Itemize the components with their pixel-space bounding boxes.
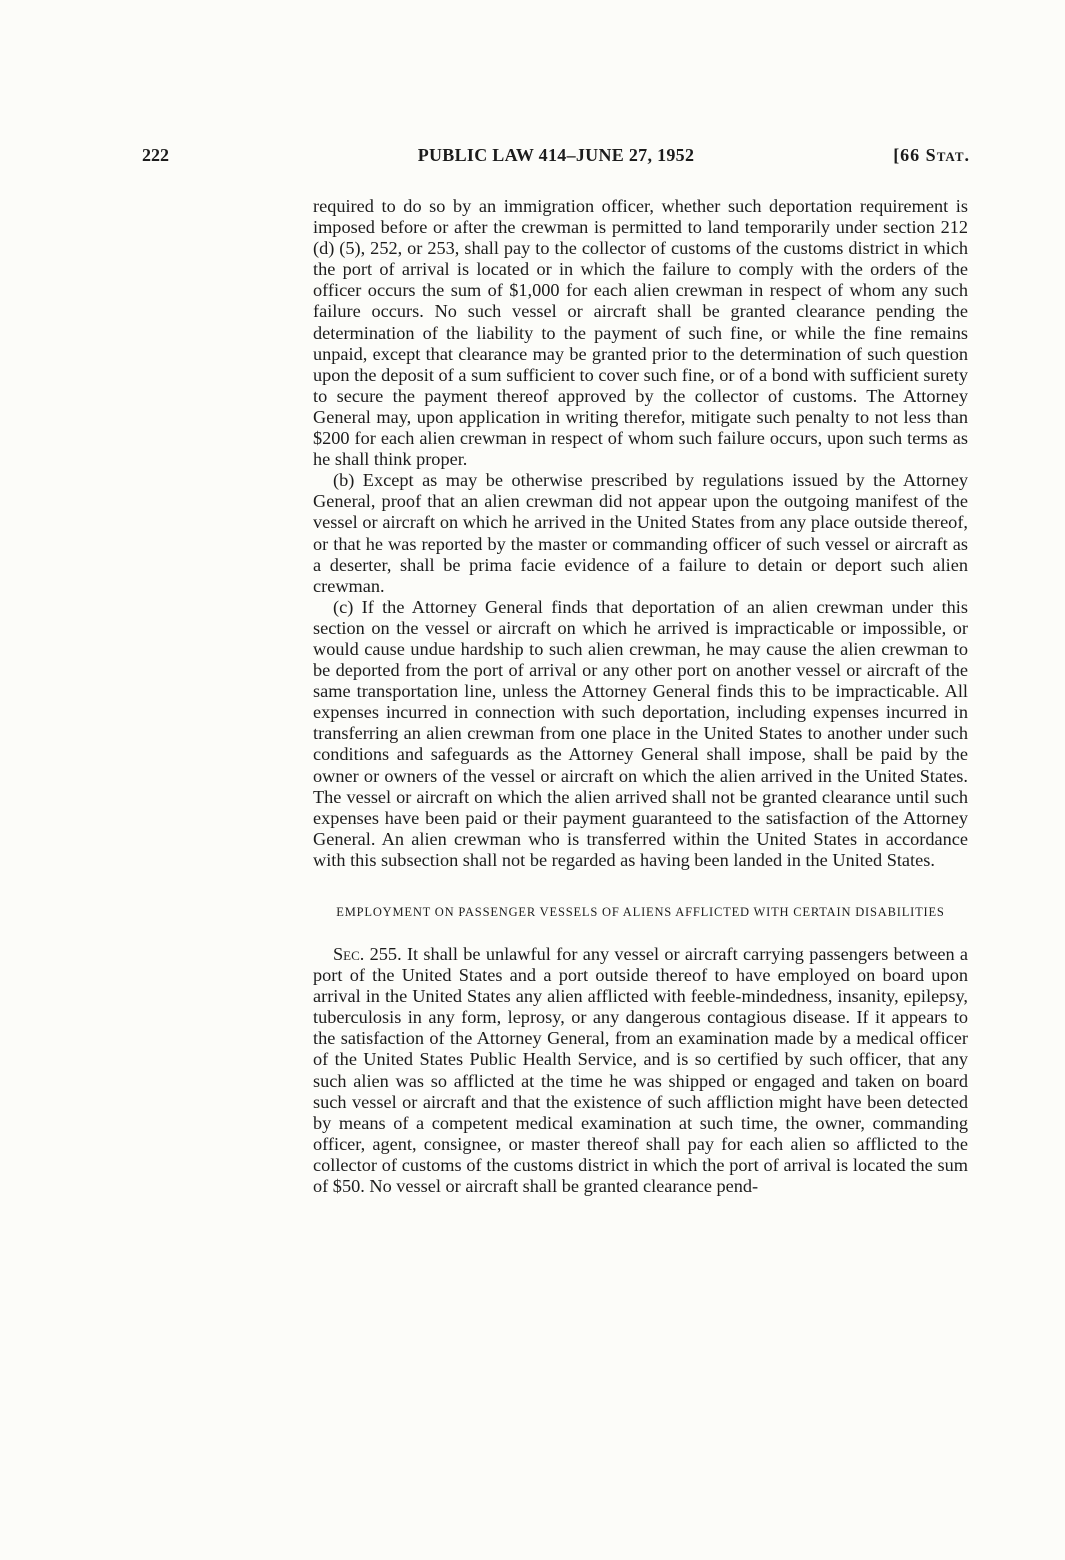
- section-label: Sec. 255.: [333, 944, 402, 964]
- page-header: [142, 145, 970, 173]
- paragraph-continued: required to do so by an immigration officer, whether such deportation requirement is imposed before or after the crewman is permitted to land temporarily under section 212 (d) (5), 252, or 253, shall pay to the collector of customs of the customs district in which the port of arrival is located or in which the failure to comply with the orders of the officer occurs the sum of $1,000 for each alien crewman in respect of whom any such failure occurs. No such vessel or aircraft shall be granted clearance pending the determination of the liability to the payment of such fine, or while the fine remains unpaid, except that clearance may be granted prior to the determination of such question upon the deposit of a sum sufficient to cover such fine, or of a bond with sufficient surety to secure the payment thereof approved by the collector of customs. The Attorney General may, upon application in writing therefor, mitigate such penalty to not less than $200 for each alien crewman in respect of whom such failure occurs, upon such terms as he shall think proper.: [313, 196, 968, 470]
- stat-reference: [66 Stat.: [893, 145, 970, 165]
- running-head: PUBLIC LAW 414–JUNE 27, 1952: [417, 145, 695, 165]
- body-text: [313, 196, 968, 1197]
- section-heading: EMPLOYMENT ON PASSENGER VESSELS OF ALIENS AFFLICTED WITH CERTAIN DISABILITIES: [336, 905, 945, 919]
- paragraph-subsection-c: (c) If the Attorney General finds that deportation of an alien crewman under this section on the vessel or aircraft on which he arrived is impracticable or impossible, or would cause undue hardship to such alien crewman, he may cause the alien crewman to be deported from the port of arrival or any other port on another vessel or aircraft of the same transportation line, unless the Attorney General finds this to be impracticable. All expenses incurred in connection with such deportation, including expenses incurred in transferring an alien crewman from one place in the United States to another under such conditions and safeguards as the Attorney General shall impose, shall be paid by the owner or owners of the vessel or aircraft on which the alien arrived in the United States. The vessel or aircraft on which the alien arrived shall not be granted clearance until such expenses have been paid or their payment guaranteed to the satisfaction of the Attorney General. An alien crewman who is transferred within the United States in accordance with this subsection shall not be regarded as having been landed in the United States.: [313, 596, 968, 870]
- page-number: 222: [142, 145, 169, 165]
- paragraph-section-255: [313, 944, 968, 1197]
- paragraph-subsection-b: (b) Except as may be otherwise prescribed by regulations issued by the Attorney General, proof that an alien crewman did not appear upon the outgoing manifest of the vessel or aircraft on which he arrived in the United States from any place outside thereof, or that he was reported by the master or commanding officer of such vessel or aircraft as a deserter, shall be prima facie evidence of a failure to detain or deport such alien crewman.: [313, 470, 968, 596]
- section-255-text: It shall be unlawful for any vessel or aircraft carrying passengers between a port of the United States and a port outside thereof to have employed on board upon arrival in the United States any alien afflicted with feeble-mindedness, insanity, epilepsy, tuberculosis in any form, leprosy, or any dangerous contagious disease. If it appears to the satisfaction of the Attorney General, from an examination made by a medical officer of the United States Public Health Service, and is so certified by such officer, that any such alien was so afflicted at the time he was shipped or engaged and taken on board such vessel or aircraft and that the existence of such affliction might have been detected by means of a competent medical examination at such time, the owner, commanding officer, agent, consignee, or master thereof shall pay for each alien so afflicted to the collector of customs of the customs district in which the port of arrival is located the sum of $50. No vessel or aircraft shall be granted clearance pend-: [313, 944, 969, 1197]
